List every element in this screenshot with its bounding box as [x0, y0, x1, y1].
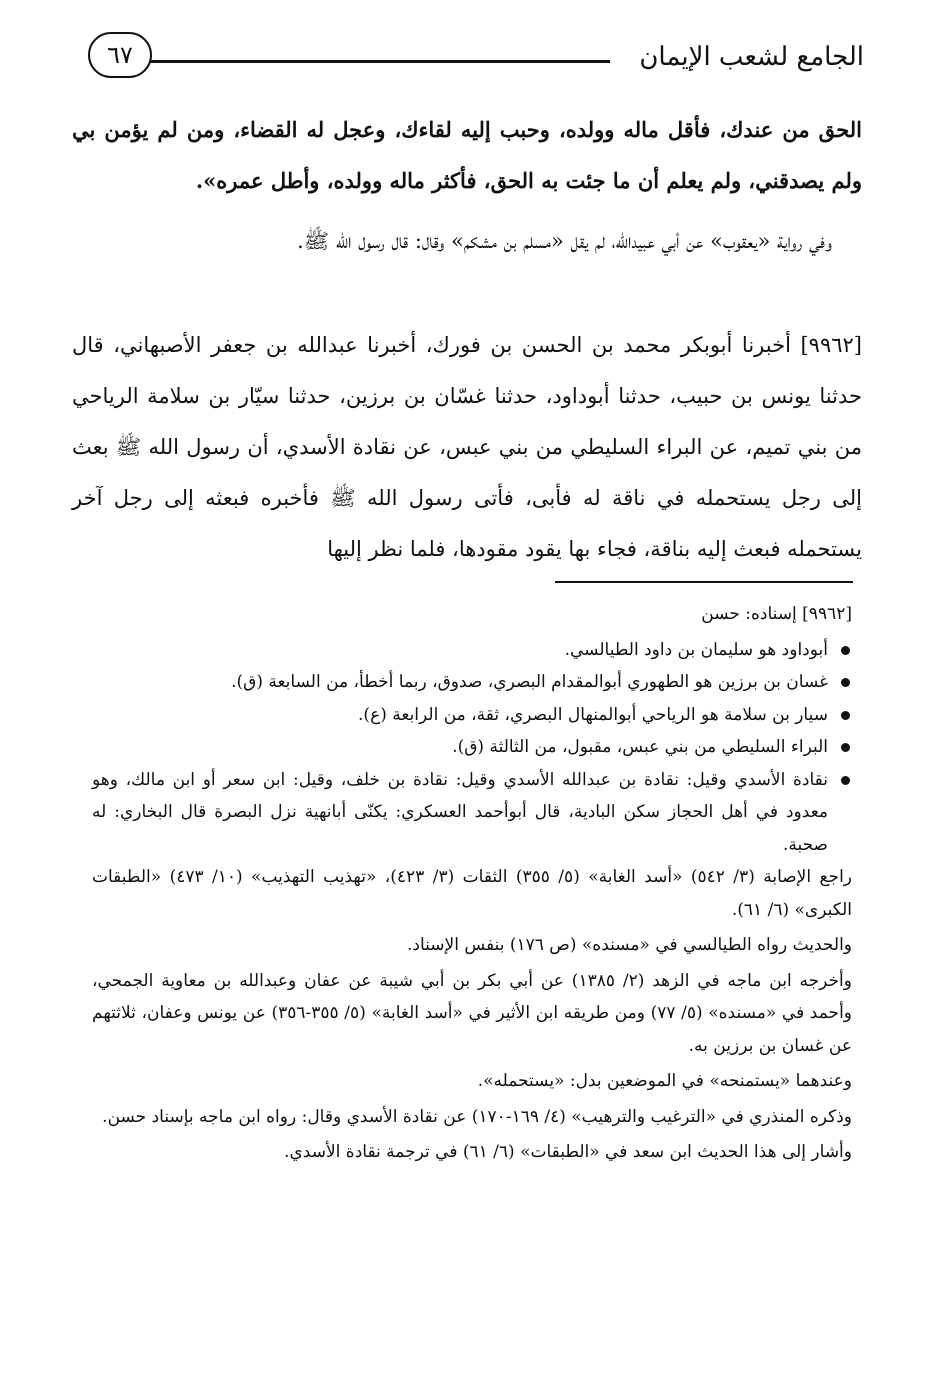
- footnotes: [92, 598, 852, 1172]
- main-text: [٩٩٦٢] أخبرنا أبوبكر محمد بن الحسن بن فورك، أخبرنا عبدالله بن جعفر الأصبهاني، قال حدثنا يونس بن حبيب، حدثنا أبوداود، حدثنا غسّان بن برزين، حدثنا سيّار بن سلامة الرياحي من بني تميم، عن البراء السليطي من بني عبس، عن نقادة الأسدي، أن رسول الله ﷺ بعث إلى رجل يستحمله في ناقة له فأبى، فأتى رسول الله ﷺ فأخبره فبعثه إلى رجل آخر يستحمله فبعث إليه بناقة، فجاء بها يقود مقودها، فلما نظر إليها: [72, 333, 862, 561]
- list-item: سيار بن سلامة هو الرياحي أبوالمنهال البصري، ثقة، من الرابعة (ع).: [92, 699, 852, 732]
- main-paragraph-3: [72, 320, 862, 575]
- header-rule: [150, 60, 610, 63]
- list-item: غسان بن برزين هو الطهوري أبوالمقدام البصري، صدوق، ربما أخطأ، من السابعة (ق).: [92, 666, 852, 699]
- narrator-list: [92, 634, 852, 862]
- page-number: ٦٧: [107, 41, 133, 69]
- footnote-paragraph: وذكره المنذري في «الترغيب والترهيب» (٤/ ١٦٩-١٧٠) عن نقادة الأسدي وقال: رواه ابن ماجه بإسناد حسن.: [102, 1106, 852, 1127]
- main-text: وفي رواية «يعقوب» عن أبي عبيدالله، لم يقل «مسلم بن مشكم» وقال: قال رسول الله ﷺ.: [297, 229, 832, 253]
- footnote-heading: [٩٩٦٢] إسناده: حسن: [701, 604, 852, 624]
- bullet-icon: [841, 678, 850, 687]
- running-title: الجامع لشعب الإيمان: [639, 42, 864, 72]
- list-item: نقادة الأسدي وقيل: نقادة بن عبدالله الأسدي وقيل: نقادة بن خلف، وقيل: ابن سعر أو ابن مالك، وهو معدود في أهل الحجاز سكن البادية، قال أبوأحمد العسكري: يكنّى أبانهية نزل البصرة قال البخاري: له صحبة.: [92, 764, 852, 862]
- footnote-separator: [555, 581, 853, 583]
- footnote-paragraph: والحديث رواه الطيالسي في «مسنده» (ص ١٧٦) بنفس الإسناد.: [406, 935, 852, 955]
- bullet-icon: [841, 776, 850, 785]
- main-paragraph-1: [72, 104, 862, 206]
- footnote-paragraph: راجع الإصابة (٣/ ٥٤٢) «أسد الغابة» (٥/ ٣٥٥) الثقات (٣/ ٤٢٣)، «تهذيب التهذيب» (١٠/ ٤٧٣) «الطبقات الكبرى» (٦/ ٦١).: [92, 867, 852, 920]
- list-item: أبوداود هو سليمان بن داود الطيالسي.: [92, 634, 852, 667]
- footnote-paragraph: وأخرجه ابن ماجه في الزهد (٢/ ١٣٨٥) عن أبي بكر بن أبي شيبة عن عفان وعبدالله بن معاوية الجمحي، وأحمد في «مسنده» (٥/ ٧٧) ومن طريقه ابن الأثير في «أسد الغابة» (٥/ ٣٥٥-٣٥٦) عن يونس وعفان، ثلاثتهم عن غسان بن برزين به.: [92, 970, 853, 1056]
- main-text: الحق من عندك، فأقل ماله وولده، وحبب إليه لقاءك، وعجل له القضاء، ومن لم يؤمن بي ولم يصدقني، ولم يعلم أن ما جئت به الحق، فأكثر ماله وولده، وأطل عمره».: [72, 117, 862, 193]
- footnote-paragraph: وعندهما «يستمنحه» في الموضعين بدل: «يستحمله».: [477, 1071, 852, 1091]
- bullet-icon: [841, 743, 850, 752]
- footnote-paragraph: وأشار إلى هذا الحديث ابن سعد في «الطبقات» (٦/ ٦١) في ترجمة نقادة الأسدي.: [284, 1142, 852, 1162]
- bullet-icon: [841, 711, 850, 720]
- main-paragraph-2: [72, 216, 862, 267]
- list-item: البراء السليطي من بني عبس، مقبول، من الثالثة (ق).: [92, 731, 852, 764]
- bullet-icon: [841, 646, 850, 655]
- page-number-badge: [88, 32, 152, 78]
